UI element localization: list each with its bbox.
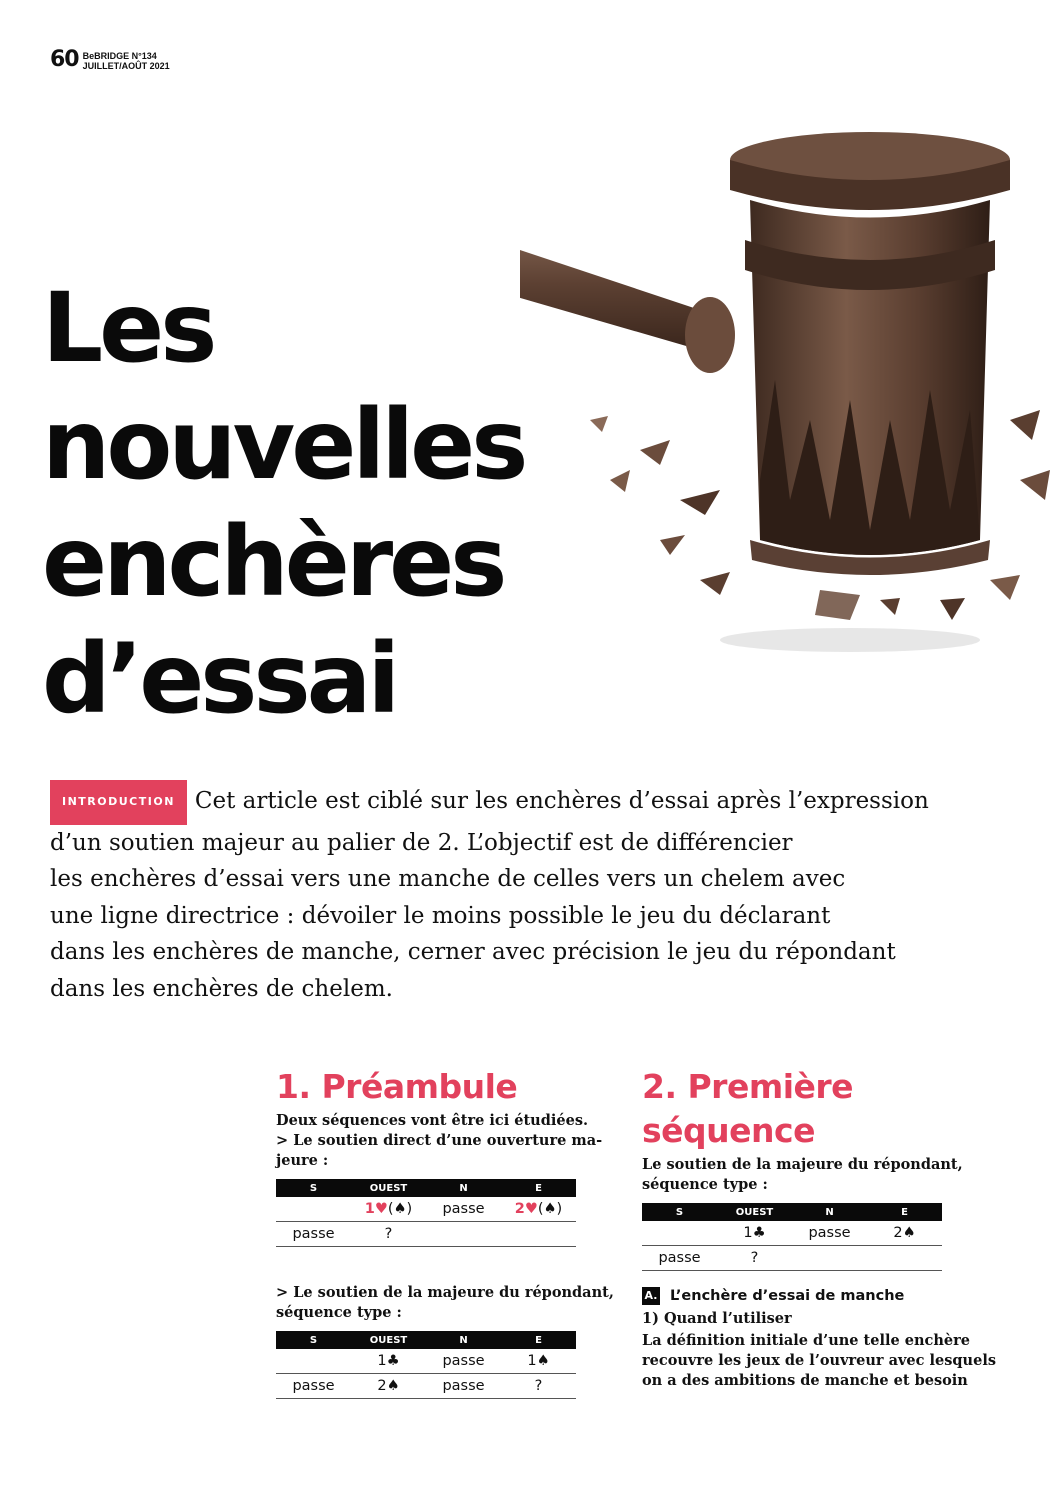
bid-cell: 2♠	[867, 1221, 942, 1246]
section-intro	[276, 1111, 603, 1171]
bidding-row	[276, 1197, 576, 1222]
bid-cell: ?	[717, 1246, 792, 1271]
bid-cell: passe	[426, 1197, 501, 1222]
header-cell: S	[642, 1203, 717, 1221]
section-preambule	[276, 1065, 614, 1407]
bid-cell	[426, 1222, 501, 1247]
title-line: Les	[42, 272, 214, 384]
title-line: enchères	[42, 506, 504, 618]
bid-cell	[276, 1197, 351, 1222]
bidding-table	[276, 1331, 576, 1399]
title-line: d’essai	[42, 623, 397, 735]
article-title	[42, 270, 524, 738]
text-line: > Le soutien direct d’une ouverture ma-	[276, 1132, 603, 1149]
intro-line: une ligne directrice : dévoiler le moins possible le jeu du déclarant	[50, 902, 831, 929]
header-cell: OUEST	[351, 1331, 426, 1349]
bid-cell	[276, 1349, 351, 1374]
intro-line: les enchères d’essai vers une manche de celles vers un chelem avec	[50, 866, 846, 892]
intro-line: dans les enchères de manche, cerner avec précision le jeu du répondant	[50, 939, 896, 965]
bid-cell	[351, 1197, 426, 1222]
bid-cell	[792, 1246, 867, 1271]
bid-cell: 2♠	[351, 1374, 426, 1399]
header-cell: E	[501, 1331, 576, 1349]
bid-note: (♠)	[387, 1201, 413, 1217]
header-cell: N	[426, 1331, 501, 1349]
header-cell: S	[276, 1179, 351, 1197]
header-cell: OUEST	[717, 1203, 792, 1221]
section-title-line: séquence	[642, 1111, 815, 1150]
section-title-line: 2. Première	[642, 1067, 854, 1106]
text-line: Deux séquences vont être ici étudiées.	[276, 1112, 589, 1129]
title-line: nouvelles	[42, 389, 525, 501]
bid-cell: ?	[351, 1222, 426, 1247]
header-cell: E	[867, 1203, 942, 1221]
subsection-badge: A.	[642, 1287, 660, 1305]
subsection-heading	[642, 1287, 962, 1305]
bidding-header-row	[276, 1331, 576, 1349]
header-cell: E	[501, 1179, 576, 1197]
bidding-header-row	[642, 1203, 942, 1221]
bidding-table	[276, 1179, 576, 1247]
header-cell: S	[276, 1331, 351, 1349]
text-line: > Le soutien de la majeure du répondant,	[276, 1284, 614, 1301]
magazine-date: JUILLET/AOÛT 2021	[82, 61, 170, 71]
bid-cell	[501, 1222, 576, 1247]
bid-cell: passe	[792, 1221, 867, 1246]
bid-cell: passe	[276, 1374, 351, 1399]
section-title: 1. Préambule	[276, 1067, 518, 1106]
bid-cell: passe	[276, 1222, 351, 1247]
section-second-intro	[276, 1283, 614, 1323]
bid-cell	[642, 1221, 717, 1246]
heart-bid: 1♥	[364, 1201, 388, 1217]
text-line: jeure :	[276, 1152, 329, 1169]
section-title	[642, 1065, 962, 1153]
text-line: recouvre les jeux de l’ouvreur avec lesquels	[642, 1352, 996, 1369]
section-premiere-sequence	[642, 1065, 996, 1399]
intro-text: Cet article est ciblé sur les enchères d’essai après l’expression	[194, 788, 929, 814]
bidding-row	[642, 1221, 942, 1246]
text-line: Le soutien de la majeure du répondant,	[642, 1156, 963, 1173]
bid-cell: ?	[501, 1374, 576, 1399]
bid-note: (♠)	[537, 1201, 563, 1217]
subsubsection-title: 1) Quand l’utiliser	[642, 1310, 792, 1327]
intro-line: d’un soutien majeur au palier de 2. L’objectif est de différencier	[50, 829, 793, 856]
bidding-row	[276, 1349, 576, 1374]
intro-line-first	[50, 780, 950, 825]
page-number: 60	[50, 47, 79, 72]
text-line: La définition initiale d’une telle enchère	[642, 1332, 970, 1349]
bid-cell: passe	[426, 1374, 501, 1399]
header-cell: N	[792, 1203, 867, 1221]
magazine-info	[83, 51, 170, 71]
bidding-row	[642, 1246, 942, 1271]
intro-paragraph	[50, 780, 950, 1007]
text-line: on a des ambitions de manche et besoin	[642, 1372, 968, 1389]
bid-cell: passe	[642, 1246, 717, 1271]
intro-line: dans les enchères de chelem.	[50, 975, 393, 1002]
heart-bid: 2♥	[514, 1201, 538, 1217]
bid-cell	[867, 1246, 942, 1271]
section-body	[642, 1331, 996, 1391]
page-header	[50, 48, 170, 72]
bidding-header-row	[276, 1179, 576, 1197]
bid-cell: 1♠	[501, 1349, 576, 1374]
magazine-issue: BeBRIDGE N°134	[82, 51, 157, 61]
bidding-row	[276, 1222, 576, 1247]
gavel-illustration	[520, 120, 1058, 680]
text-line: séquence type :	[276, 1304, 402, 1321]
text-line: séquence type :	[642, 1176, 768, 1193]
section-intro	[642, 1155, 962, 1195]
bid-cell	[501, 1197, 576, 1222]
bidding-table	[642, 1203, 942, 1271]
introduction-badge: INTRODUCTION	[50, 780, 187, 825]
header-cell: N	[426, 1179, 501, 1197]
bidding-row	[276, 1374, 576, 1399]
bid-cell: 1♣	[351, 1349, 426, 1374]
header-cell: OUEST	[351, 1179, 426, 1197]
bid-cell: passe	[426, 1349, 501, 1374]
bid-cell: 1♣	[717, 1221, 792, 1246]
subsection-title: L’enchère d’essai de manche	[670, 1288, 905, 1304]
